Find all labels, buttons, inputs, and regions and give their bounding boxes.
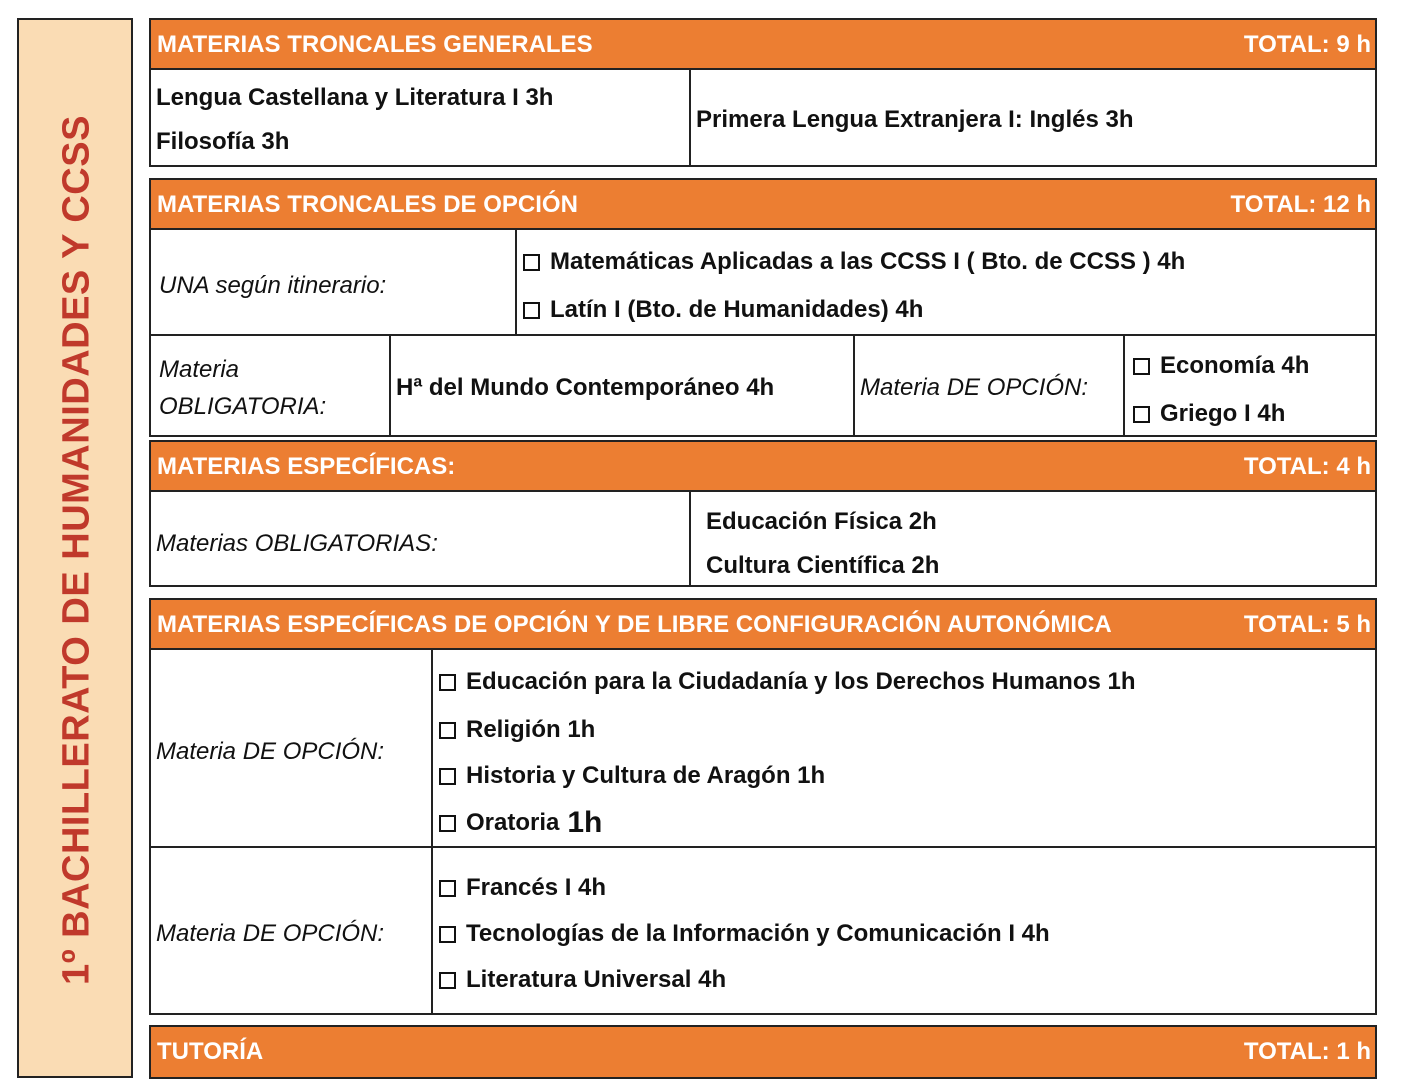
- option-tic[interactable]: [439, 920, 1050, 948]
- checkbox[interactable]: [439, 880, 456, 897]
- section-especificas: [149, 440, 1377, 587]
- section-title: MATERIAS TRONCALES DE OPCIÓN: [157, 191, 578, 218]
- checkbox[interactable]: [439, 722, 456, 739]
- option-frances[interactable]: [439, 874, 606, 902]
- section-total: TOTAL: 1 h: [1243, 1038, 1371, 1065]
- option-label: Tecnologías de la Información y Comunicación I 4h: [466, 920, 1050, 947]
- subject-historia-mundo: Hª del Mundo Contemporáneo 4h: [396, 374, 775, 401]
- section-title: MATERIAS TRONCALES GENERALES: [157, 31, 593, 58]
- checkbox[interactable]: [1133, 358, 1150, 375]
- option-label-materia: Materia DE OPCIÓN:: [860, 374, 1089, 401]
- section-total: TOTAL: 9 h: [1243, 31, 1371, 58]
- checkbox[interactable]: [439, 926, 456, 943]
- option-hours: 1h: [567, 806, 603, 839]
- option-label: Oratoria: [466, 809, 560, 836]
- option-religion[interactable]: [439, 716, 595, 744]
- option-ciudadania[interactable]: [439, 668, 1136, 696]
- option-label: Economía 4h: [1160, 352, 1310, 379]
- option-literatura-universal[interactable]: [439, 966, 726, 994]
- subject-lengua: Lengua Castellana y Literatura I 3h: [156, 84, 554, 111]
- checkbox[interactable]: [439, 674, 456, 691]
- checkbox[interactable]: [439, 768, 456, 785]
- option-label: Religión 1h: [466, 716, 596, 743]
- subject-educacion-fisica: Educación Física 2h: [706, 508, 937, 535]
- option-label: Matemáticas Aplicadas a las CCSS I ( Bto. de CCSS ) 4h: [550, 248, 1186, 275]
- checkbox[interactable]: [523, 254, 540, 271]
- option-group-label: Materia DE OPCIÓN:: [156, 920, 385, 947]
- option-label: Latín I (Bto. de Humanidades) 4h: [550, 296, 924, 323]
- option-label: Educación para la Ciudadanía y los Derechos Humanos 1h: [466, 668, 1136, 695]
- sidebar-panel: [17, 18, 133, 1078]
- section-header: [151, 442, 1375, 492]
- itinerary-label: UNA según itinerario:: [159, 272, 387, 299]
- section-header: [151, 20, 1375, 70]
- subject-ingles: Primera Lengua Extranjera I: Inglés 3h: [696, 106, 1134, 133]
- section-header: [151, 1027, 1375, 1077]
- section-troncales-opcion: [149, 178, 1377, 437]
- mandatory-subjects-label: Materias OBLIGATORIAS:: [156, 530, 438, 557]
- option-oratoria[interactable]: [439, 806, 602, 840]
- section-troncales-generales: [149, 18, 1377, 167]
- checkbox[interactable]: [439, 815, 456, 832]
- mandatory-label-line2: OBLIGATORIA:: [159, 393, 327, 420]
- option-historia-aragon[interactable]: [439, 762, 825, 790]
- option-group-label: Materia DE OPCIÓN:: [156, 738, 385, 765]
- subject-cultura-cientifica: Cultura Científica 2h: [706, 552, 940, 579]
- subject-filosofia: Filosofía 3h: [156, 128, 290, 155]
- checkbox[interactable]: [1133, 406, 1150, 423]
- option-griego[interactable]: [1133, 400, 1285, 428]
- option-label: Griego I 4h: [1160, 400, 1286, 427]
- section-total: TOTAL: 12 h: [1230, 191, 1371, 218]
- option-economia[interactable]: [1133, 352, 1309, 380]
- section-title: MATERIAS ESPECÍFICAS DE OPCIÓN Y DE LIBRE CONFIGURACIÓN AUTONÓMICA: [157, 611, 1112, 638]
- section-title: MATERIAS ESPECÍFICAS:: [157, 453, 456, 480]
- section-especificas-opcion: [149, 598, 1377, 1015]
- section-title: TUTORÍA: [157, 1038, 264, 1065]
- section-tutoria: [149, 1025, 1377, 1079]
- mandatory-label-line1: Materia: [159, 356, 240, 383]
- section-total: TOTAL: 5 h: [1243, 611, 1371, 638]
- option-label: Literatura Universal 4h: [466, 966, 727, 993]
- option-latin[interactable]: [523, 296, 923, 324]
- option-label: Historia y Cultura de Aragón 1h: [466, 762, 826, 789]
- section-header: [151, 180, 1375, 230]
- section-header: [151, 600, 1375, 650]
- section-total: TOTAL: 4 h: [1243, 453, 1371, 480]
- checkbox[interactable]: [439, 972, 456, 989]
- option-matematicas[interactable]: [523, 248, 1185, 276]
- sidebar-title: 1º BACHILLERATO DE HUMANIDADES Y CCSS: [55, 115, 98, 985]
- option-label: Francés I 4h: [466, 874, 607, 901]
- checkbox[interactable]: [523, 302, 540, 319]
